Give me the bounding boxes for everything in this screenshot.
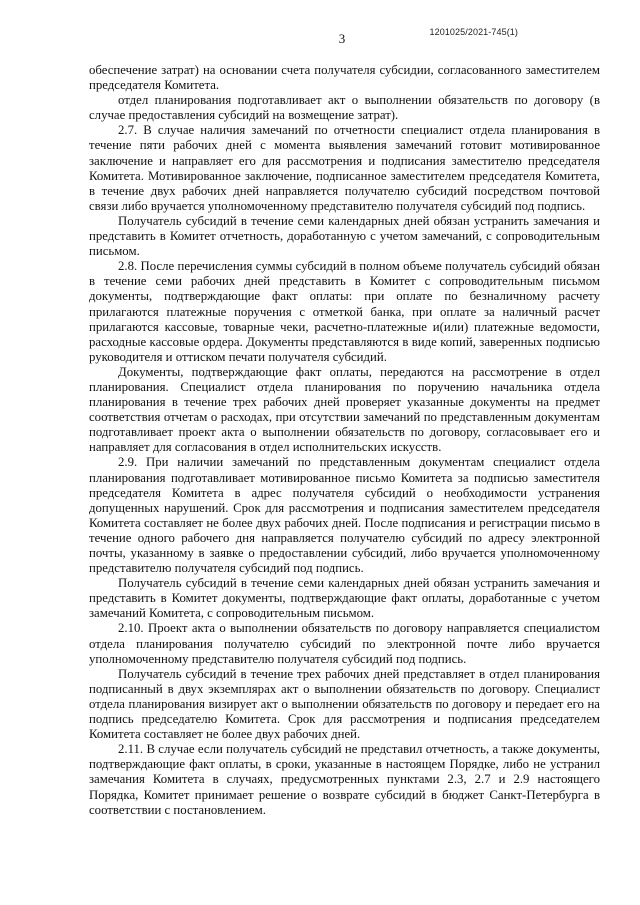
paragraph-expense-basis: обеспечение затрат) на основании счета получателя субсидии, согласованного заместителем председателя Комитета.	[89, 63, 600, 93]
paragraph-2-7-remediation: Получатель субсидий в течение семи календарных дней обязан устранить замечания и представить в Комитет отчетность, доработанную с учетом замечаний, с сопроводительным письмом.	[89, 213, 600, 259]
paragraph-2-8: 2.8. После перечисления суммы субсидий в полном объеме получатель субсидий обязан в течение семи рабочих дней представить в Комитет с сопроводительным письмом документы, подтверждающие факт оплаты: при оплате по безналичному расчету прилагаются платежные поручения с отметкой банка, при оплате за наличный расчет прилагаются кассовые, товарные чеки, расчетно-платежные и(или) платежные ведомости, расходные кассовые ордера. Документы представляются в виде копий, заверенных подписью руководителя и оттиском печати получателя субсидий.	[89, 259, 600, 364]
page-number: 3	[338, 31, 346, 46]
paragraph-2-9-remediation: Получатель субсидий в течение семи календарных дней обязан устранить замечания и представить в Комитет документы, подтверждающие факт оплаты, доработанные с учетом замечаний Комитета, с сопроводительным письмом.	[89, 576, 600, 621]
document-body	[89, 63, 600, 818]
document-registration-number: 1201025/2021-745(1)	[429, 27, 518, 37]
paragraph-2-10-signing: Получатель субсидий в течение трех рабочих дней представляет в отдел планирования подписанный в двух экземплярах акт о выполнении обязательств по договору. Специалист отдела планирования визирует акт о выполнении обязательств по договору и передает его на подпись председателю Комитета. Срок для рассмотрения и подписания председателем Комитета составляет не более двух рабочих дней.	[89, 666, 600, 742]
paragraph-planning-act: отдел планирования подготавливает акт о выполнении обязательств по договору (в случае предоставления субсидий на возмещение затрат).	[89, 93, 600, 123]
paragraph-2-9: 2.9. При наличии замечаний по представленным документам специалист отдела планирования подготавливает мотивированное письмо Комитета за подписью заместителя председателя Комитета в адрес получателя субсидий о необходимости устранения допущенных нарушений. Срок для рассмотрения и подписания заместителем председателя Комитета составляет не более двух рабочих дней. После подписания и регистрации письмо в течение одного рабочего дня направляется получателю субсидий по адресу электронной почты, указанному в заявке о предоставлении субсидий, либо вручается уполномоченному представителю получателя субсидий под подпись.	[89, 455, 600, 576]
paragraph-2-11: 2.11. В случае если получатель субсидий не представил отчетность, а также документы, подтверждающие факт оплаты, в сроки, указанные в настоящем Порядке, либо не устранил замечания Комитета в случаях, предусмотренных пунктами 2.3, 2.7 и 2.9 настоящего Порядка, Комитет принимает решение о возврате субсидий в бюджет Санкт-Петербурга в соответствии с постановлением.	[89, 742, 600, 817]
paragraph-2-8-review: Документы, подтверждающие факт оплаты, передаются на рассмотрение в отдел планирования. Специалист отдела планирования по поручению начальника отдела планирования в течение трех рабочих дней проверяет указанные документы на предмет соответствия отчетам о расходах, при отсутствии замечаний по представленным документам подготавливает проект акта о выполнении обязательств по договору, согласовывает его и направляет для согласования в отдел исполнительских искусств.	[89, 364, 600, 455]
paragraph-2-7: 2.7. В случае наличия замечаний по отчетности специалист отдела планирования в течение пяти рабочих дней с момента выявления замечаний готовит мотивированное заключение и направляет его для рассмотрения и подписания заместителю председателя Комитета. Мотивированное заключение, подписанное заместителем председателя Комитета, в течение двух рабочих дней направляется получателю субсидий посредством почтовой связи либо вручается уполномоченному представителю получателя субсидий под подпись.	[89, 123, 600, 213]
paragraph-2-10: 2.10. Проект акта о выполнении обязательств по договору направляется специалистом отдела планирования получателю субсидий по электронной почте либо вручается уполномоченному представителю получателя субсидий под подпись.	[89, 621, 600, 666]
